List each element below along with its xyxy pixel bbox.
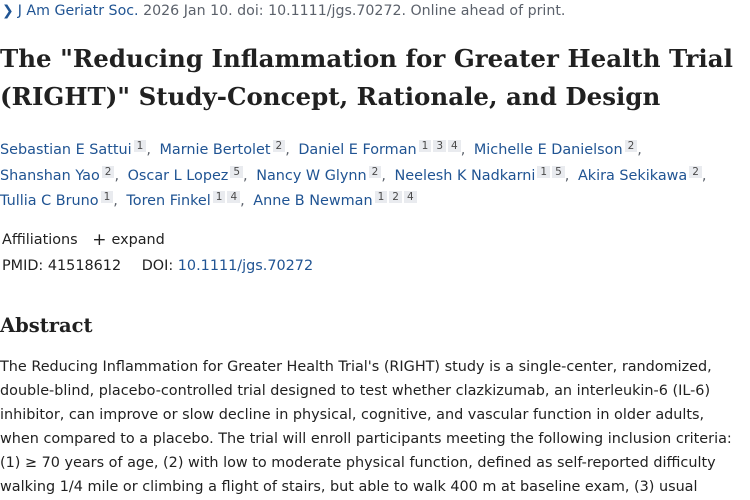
author-separator: , [114, 167, 120, 184]
author-item [474, 142, 646, 158]
author-separator: , [460, 142, 466, 158]
author-item [394, 165, 573, 184]
author-name-link[interactable]: Daniel E Forman [298, 142, 417, 158]
affiliation-ref-link[interactable]: 5 [552, 166, 565, 178]
identifiers-row [2, 258, 313, 274]
affiliation-ref-link[interactable]: 3 [433, 140, 446, 152]
author-separator: , [701, 167, 707, 184]
author-separator: , [243, 167, 248, 184]
affiliation-ref-link[interactable]: 1 [101, 191, 114, 203]
affiliations-label: Affiliations [2, 232, 78, 248]
author-separator: , [564, 167, 570, 184]
title-line-2: (RIGHT)" Study-Concept, Rationale, and Design [0, 82, 661, 111]
pmid-label: PMID: [2, 258, 44, 274]
affiliation-ref-link[interactable]: 4 [227, 191, 240, 203]
author-name-link[interactable]: Neelesh K Nadkarni [394, 167, 536, 184]
expand-affiliations-button[interactable] [92, 232, 165, 248]
affiliation-ref-link[interactable]: 1 [419, 140, 432, 152]
pmid-value: 41518612 [47, 258, 122, 274]
abstract-line: (1) ≥ 70 years of age, (2) with low to moderate physical function, defined as self-reported difficulty [0, 455, 716, 471]
author-name-link[interactable]: Nancy W Glynn [256, 167, 367, 184]
author-item [159, 142, 293, 158]
author-name-link[interactable]: Tullia C Bruno [0, 193, 99, 209]
author-item [253, 193, 416, 209]
affiliation-ref-link[interactable]: 2 [625, 140, 638, 152]
author-item [256, 165, 390, 184]
journal-link[interactable]: J Am Geriatr Soc. [17, 3, 139, 19]
author-item [298, 142, 469, 158]
affiliation-ref-link[interactable]: 2 [273, 140, 286, 152]
author-item [0, 193, 122, 209]
citation-line [2, 3, 565, 19]
abstract-text [0, 355, 750, 499]
affiliation-ref-link[interactable]: 2 [689, 166, 702, 178]
affiliation-ref-link[interactable]: 5 [230, 166, 243, 178]
author-item [126, 193, 248, 209]
abstract-line: when compared to a placebo. The trial will enroll participants meeting the following inclusion criteria: [0, 431, 732, 447]
affiliation-ref-link[interactable]: 1 [375, 191, 388, 203]
author-separator: , [637, 142, 642, 158]
author-name-link[interactable]: Sebastian E Sattui [0, 142, 132, 158]
chevron-right-icon[interactable]: ❯ [2, 3, 14, 19]
author-name-link[interactable]: Akira Sekikawa [577, 167, 688, 184]
abstract-line: inhibitor, can improve or slow decline in physical, cognitive, and vascular function in older adults, [0, 407, 705, 423]
author-separator: , [381, 167, 386, 184]
abstract-line: walking 1/4 mile or climbing a flight of stairs, but able to walk 400 m at baseline exam, (3) usual [0, 479, 698, 495]
title-line-1: The "Reducing Inflammation for Greater Health Trial [0, 44, 733, 73]
abstract-line: The Reducing Inflammation for Greater Health Trial's (RIGHT) study is a single-center, randomized, [0, 359, 712, 375]
citation-details: 2026 Jan 10. doi: 10.1111/jgs.70272. Online ahead of print. [143, 3, 566, 19]
abstract-heading: Abstract [0, 314, 93, 337]
affiliation-ref-link[interactable]: 2 [369, 166, 382, 178]
expand-label: expand [111, 232, 165, 248]
author-item [0, 165, 123, 184]
doi-label: DOI: [141, 258, 174, 274]
affiliation-ref-link[interactable]: 4 [404, 191, 417, 203]
author-name-link[interactable]: Michelle E Danielson [473, 142, 623, 158]
abstract-line: double-blind, placebo-controlled trial designed to test whether clazkizumab, an interleukin-6 (IL-6) [0, 383, 711, 399]
affiliation-ref-link[interactable]: 1 [537, 166, 550, 178]
author-item [127, 165, 252, 184]
plus-icon: + [92, 230, 107, 250]
author-name-link[interactable]: Anne B Newman [253, 193, 373, 209]
author-name-link[interactable]: Marnie Bertolet [159, 142, 271, 158]
page-title [0, 40, 750, 116]
affiliation-ref-link[interactable]: 2 [102, 166, 115, 178]
affiliations-row [2, 230, 165, 250]
author-separator: , [285, 142, 290, 158]
author-separator: , [240, 193, 245, 209]
author-name-link[interactable]: Oscar L Lopez [127, 167, 229, 184]
doi-link[interactable]: 10.1111/jgs.70272 [177, 258, 314, 274]
author-list [0, 138, 740, 215]
affiliation-ref-link[interactable]: 4 [448, 140, 461, 152]
author-separator: , [146, 142, 151, 158]
affiliation-ref-link[interactable]: 1 [213, 191, 226, 203]
author-name-link[interactable]: Toren Finkel [126, 193, 211, 209]
affiliation-ref-link[interactable]: 2 [389, 191, 402, 203]
author-item [0, 142, 155, 158]
affiliation-ref-link[interactable]: 1 [134, 140, 147, 152]
author-separator: , [113, 193, 118, 209]
author-name-link[interactable]: Shanshan Yao [0, 167, 100, 184]
author-item [577, 165, 711, 184]
